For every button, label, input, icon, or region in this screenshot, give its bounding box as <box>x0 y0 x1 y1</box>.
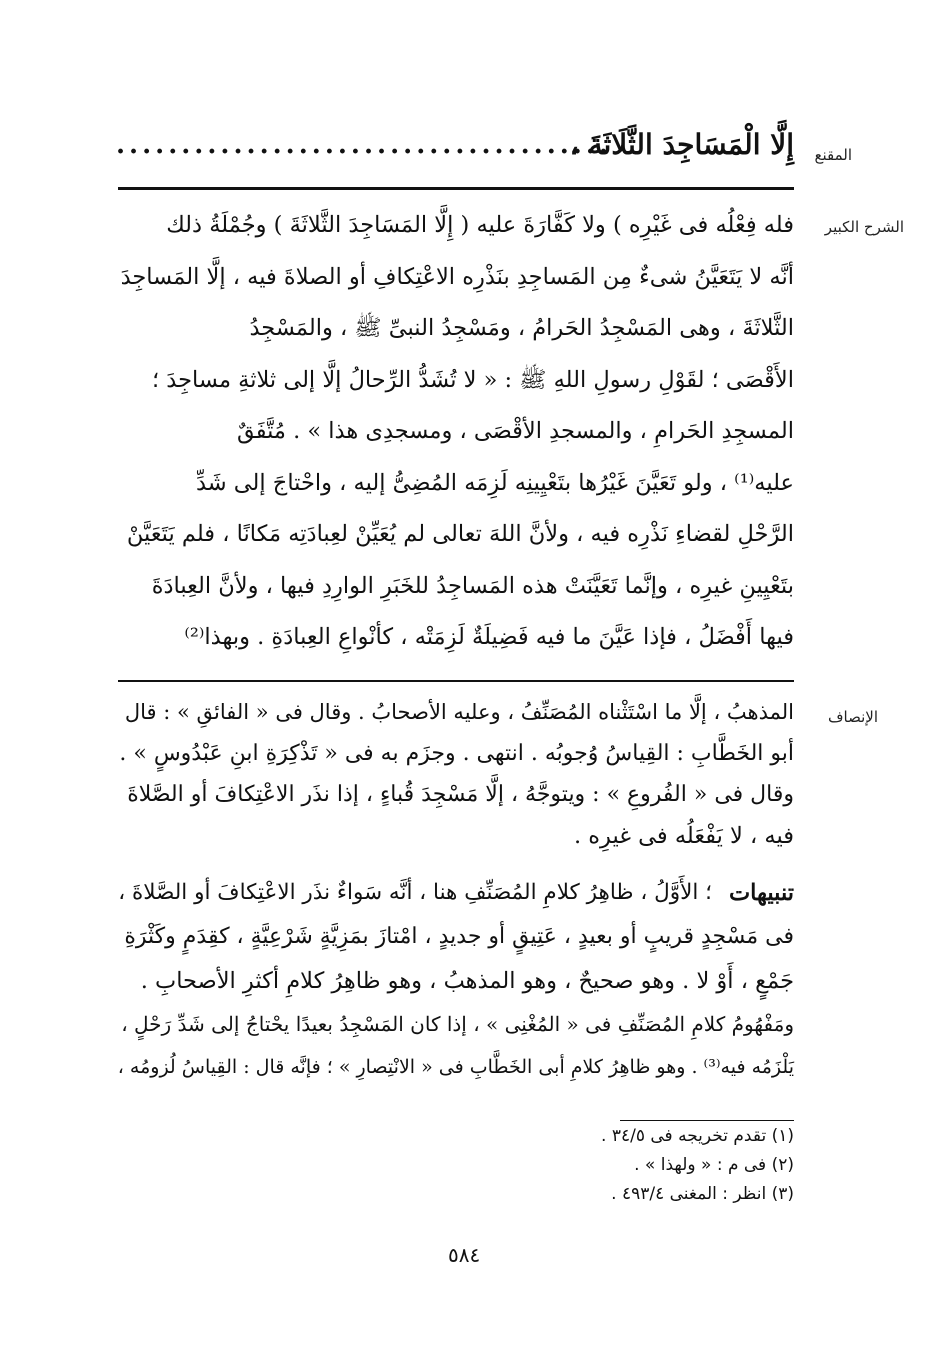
footnote-line: (١) تقدم تخريجه فى ٣٤/٥ . <box>601 1126 794 1146</box>
sharh-insaf-divider <box>118 680 794 682</box>
insaf-section-label: الإنصاف <box>827 708 878 726</box>
tanbih-label: تنبيهات <box>728 880 794 906</box>
sharh-line: فيها أَفْضَلُ ، فإذا عَيَّنَ ما فيه فَضِيلَةٌ لَزِمَتْه ، كأنْواعِ العِبادَةِ . وبهذا⁽²⁾ <box>184 624 794 650</box>
insaf-line: فيه ، لا يَفْعَلُه فى غيرِه . <box>573 823 794 849</box>
tanbih-line: ؛ الأَوَّلُ ، ظاهِرُ كلامِ المُصَنِّفِ هنا ، أنَّه سَواءٌ نذَر الاعْتِكافَ أو الصَّلاةَ ، <box>118 880 712 905</box>
tanbih-line: جَمْعٍ ، أَوْ لا . وهو صحيحٌ ، وهو المذهبُ ، وهو ظاهِرُ كلامِ أكثرِ الأصحابِ . <box>140 968 794 994</box>
header-rule <box>118 187 794 190</box>
sharh-line: بتَعْيِينِ غيرِه ، وإنَّما تَعَيَّنَتْ هذه المَساجِدُ للخَبَرِ الوارِدِ فيها ، ولأنَّ العِبادَةَ <box>151 572 794 599</box>
tanbih-line: ومَفْهُومُ كلامِ المُصَنِّفِ فى « المُغْنِى » ، إذا كان المَسْجِدُ بعيدًا يحْتاجُ إلى شَدِّ رَحْلٍ ، <box>121 1012 794 1036</box>
sharh-line: عليه⁽¹⁾ ، ولو تَعَيَّنَ غَيْرُها بتَعْيِينِه لَزِمَه المُضِىُّ إليه ، واحْتاجَ إلى شَدِّ <box>195 469 794 496</box>
header-section-label: المقنع <box>814 146 852 164</box>
tanbih-heading <box>729 880 794 906</box>
insaf-line: وقال فى « الفُروعِ » : ويتوجَّهُ ، إلَّا مَسْجِدَ قُباءٍ ، إذا نذَر الاعْتِكافَ أو الصَّلاةَ <box>127 782 794 807</box>
sharh-line: فله فِعْلُه فى غَيْرِه ) ولا كَفَّارَةَ عليه ( إِلَّا المَسَاجِدَ الثَّلاثَةَ ) وجُمْلَةُ ذلك <box>166 212 794 238</box>
sharh-line: الأَقْصَى ؛ لقَوْلِ رسولِ اللهِ ﷺ : « لا تُشَدُّ الرِّحالُ إلَّا إلى ثلاثةِ مساجِدَ ؛ <box>152 366 794 393</box>
sharh-line: المسجِدِ الحَرامِ ، والمسجدِ الأقْصَى ، ومسجدِى هذا » . مُتَّفَقٌ <box>236 418 794 444</box>
footnote-line: (٣) انظر : المغنى ٤٩٣/٤ . <box>611 1184 794 1204</box>
footnote-line: (٢) فى م : « ولهذا » . <box>634 1155 794 1175</box>
footnote-rule <box>620 1120 794 1121</box>
tanbih-line: فى مَسْجِدٍ قريبٍ أو بعيدٍ ، عَتِيقٍ أو جديدٍ ، امْتازَ بمَزِيَّةٍ شَرْعِيَّةٍ ، كقِدَمٍ وكَثْرَةِ <box>124 924 794 949</box>
sharh-line: أنَّه لا يَتَعَيَّنُ شىءٌ مِن المَساجِدِ بنَذْرِه الاعْتِكافِ أو الصلاةَ فيه ، إلَّا المَساجِدَ <box>120 263 794 290</box>
insaf-line: أبو الخَطَّابِ : القِياسُ وُجوبُه . انتهى . وجزَم به فى « تَذْكِرَةِ ابنِ عَبْدُوسٍ » . <box>119 741 794 766</box>
sharh-section-label: الشرح الكبير <box>824 218 904 236</box>
sharh-line: الثَّلاثَةَ ، وهى المَسْجِدُ الحَرامُ ، ومَسْجِدُ النبىِّ ﷺ ، والمَسْجِدُ <box>249 315 794 341</box>
header-matn-text: إِلَّا الْمَسَاجِدَ الثَّلَاثَةَ ، <box>569 128 794 161</box>
sharh-line: الرَّحْلِ لقضاءِ نَذْرِه فيه ، ولأنَّ اللهَ تعالى لم يُعَيِّنْ لعِبادَتِه مَكانًا ، فلم يَتَعَيَّنْ <box>126 521 794 547</box>
tanbih-line: يَلْزَمُه فيه⁽³⁾ . وهو ظاهِرُ كلامِ أبى الخَطَّابِ فى « الانْتِصارِ » ؛ فإنَّه قال : القِياسُ لُزومُه ، <box>117 1056 794 1078</box>
insaf-line: المذهبُ ، إلَّا ما اسْتَثْناه المُصَنِّفُ ، وعليه الأصحابُ . وقال فى « الفائقِ » : قال <box>124 700 794 724</box>
header-dots: ...................................... <box>116 130 612 160</box>
page-number: ٥٨٤ <box>448 1243 481 1267</box>
